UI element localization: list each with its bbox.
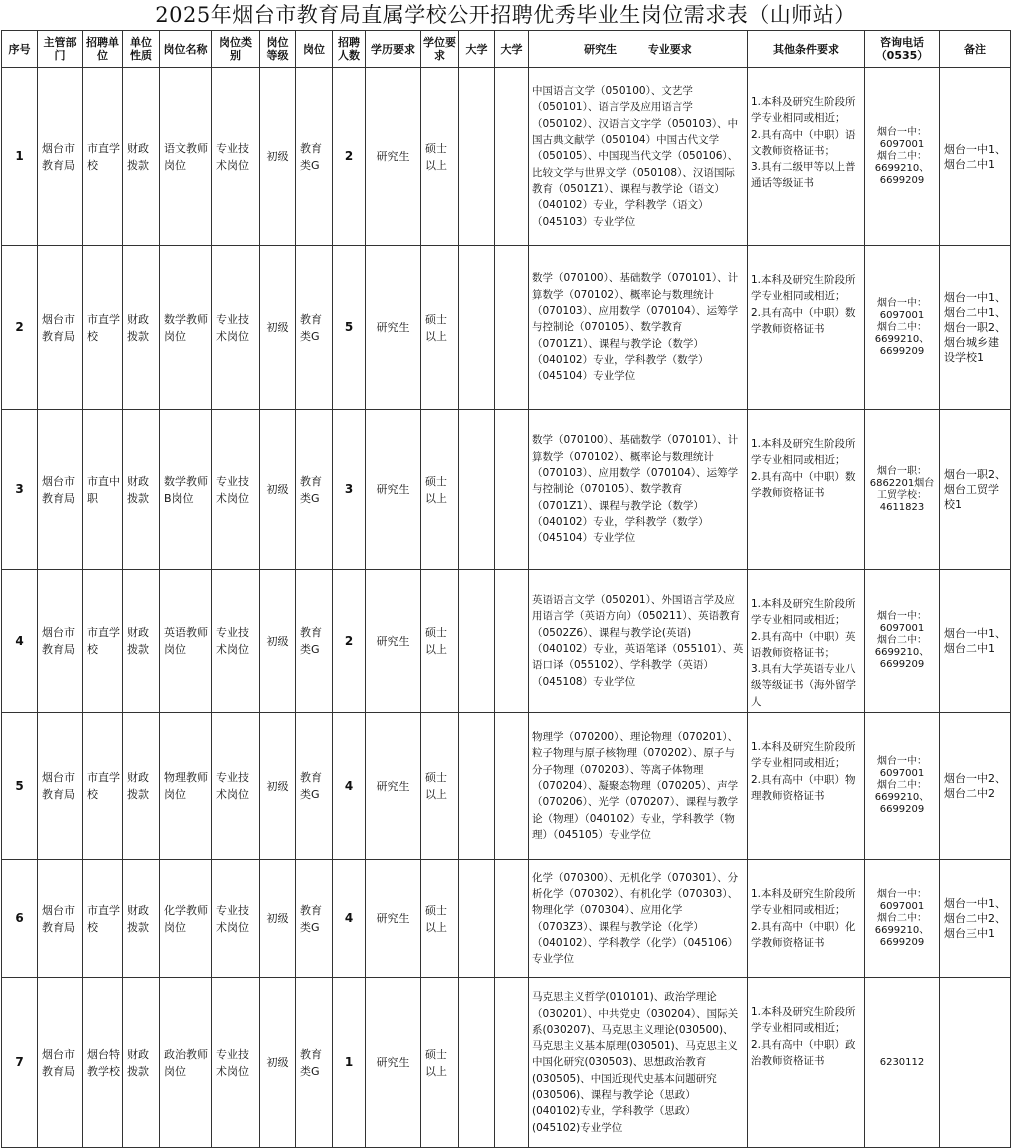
cell-daxue-2 xyxy=(495,246,529,410)
header-edu: 学历要求 xyxy=(366,31,421,68)
cell-count-text: 4 xyxy=(344,778,354,793)
cell-daxue-1 xyxy=(459,246,495,410)
cell-dept xyxy=(38,68,83,246)
header-unit: 招聘单位 xyxy=(83,31,123,68)
cell-seq-text: 3 xyxy=(15,482,24,496)
header-post-level: 岗位等级 xyxy=(260,31,296,68)
cell-post-level-text: 初级 xyxy=(266,321,289,334)
cell-post-text: 教育类G xyxy=(300,771,322,802)
cell-post-type-text: 专业技术岗位 xyxy=(216,312,249,343)
cell-seq-text: 2 xyxy=(15,320,24,334)
cell-post-level xyxy=(260,713,296,860)
header-count: 招聘人数 xyxy=(333,31,366,68)
cell-post-level xyxy=(260,978,296,1148)
cell-remark xyxy=(940,68,1011,246)
cell-count-text: 1 xyxy=(344,1055,354,1070)
cell-major-text: 中国语言文学（050100）、文艺学（050101）、语言学及应用语言学（050102）、汉语言文字学（050103）、中国古典文献学（050104）中国古代文学（050105）、中国现当代文学（050106）、比较文学与世界文学（050108）、汉语国际教育（0501Z1）、课程与教学论（语文）（040102）专业，学科教学（语文）（045103）专业学位 xyxy=(532,85,739,228)
cell-unit xyxy=(83,713,123,860)
cell-cond-text: 1.本科及研究生阶段所学专业相同或相近； 2.具有高中（中职）政治教师资格证书 xyxy=(751,1006,856,1067)
header-daxue-2: 大学 xyxy=(495,31,529,68)
cell-count xyxy=(333,860,366,978)
cell-post-text: 教育类G xyxy=(300,141,322,172)
cell-phone xyxy=(865,410,940,570)
cell-post xyxy=(296,410,333,570)
cell-phone xyxy=(865,860,940,978)
cell-nature-text: 财政拨款 xyxy=(127,626,149,657)
cell-phone-text: 6230112 xyxy=(879,1056,925,1068)
header-post-type: 岗位类别 xyxy=(212,31,260,68)
cell-post-type xyxy=(212,570,260,713)
cell-count-text: 5 xyxy=(344,320,354,334)
cell-seq xyxy=(2,410,38,570)
cell-unit xyxy=(83,68,123,246)
cell-nature xyxy=(123,68,160,246)
cell-remark-text: 烟台一中1、烟台二中1 xyxy=(944,142,1006,171)
cell-seq-text: 5 xyxy=(15,778,24,793)
cell-cond xyxy=(748,68,865,246)
header-daxue-1: 大学 xyxy=(459,31,495,68)
cell-phone xyxy=(865,246,940,410)
cell-major-text: 物理学（070200）、理论物理（070201）、粒子物理与原子核物理（070202）、原子与分子物理（070203）、等离子体物理（070204）、凝聚态物理（070205）、声学（070206）、光学（070207）、课程与教学论（物理）（040102）专业，学科教学（物理）（045105）专业学位 xyxy=(532,731,739,841)
cell-daxue-1 xyxy=(459,68,495,246)
cell-nature-text: 财政拨款 xyxy=(127,312,149,343)
cell-post-type xyxy=(212,410,260,570)
cell-degree xyxy=(421,978,459,1148)
cell-post-name-text: 数学教师岗位 xyxy=(164,312,208,343)
cell-major-text: 马克思主义哲学(010101)、政治学理论（030201）、中共党史（030204）、国际关系(030207)、马克思主义理论(030500)、马克思主义基本原理(030501)、马克思主义中国化研究(030503)、思想政治教育(030505)、中国近现代史基本问题研究(030506)、课程与教学论（思政）(040102)专业，学科教学（思政）(045102)专业学位 xyxy=(532,991,739,1134)
recruitment-table xyxy=(1,30,1011,1148)
cell-degree-text: 硕士以上 xyxy=(425,474,447,505)
cell-cond xyxy=(748,246,865,410)
cell-count xyxy=(333,978,366,1148)
header-phone: 咨询电话（0535） xyxy=(865,31,940,68)
cell-post-name xyxy=(160,68,212,246)
cell-daxue-1 xyxy=(459,713,495,860)
cell-cond xyxy=(748,410,865,570)
cell-post-type-text: 专业技术岗位 xyxy=(216,474,249,505)
cell-dept-text: 烟台市教育局 xyxy=(42,474,75,505)
cell-post-level-text: 初级 xyxy=(266,779,289,793)
cell-edu-text: 研究生 xyxy=(376,912,410,926)
cell-degree-text: 硕士以上 xyxy=(425,141,447,172)
cell-phone xyxy=(865,570,940,713)
cell-seq xyxy=(2,978,38,1148)
cell-major xyxy=(529,570,748,713)
cell-remark xyxy=(940,713,1011,860)
cell-degree-text: 硕士以上 xyxy=(425,903,447,934)
cell-degree-text: 硕士以上 xyxy=(425,771,447,802)
cell-count-text: 3 xyxy=(344,482,354,496)
header-major-grad: 研究生 xyxy=(584,42,618,56)
cell-remark-text: 烟台一职2、烟台工贸学校1 xyxy=(944,468,1006,511)
header-row xyxy=(2,31,1011,68)
cell-major xyxy=(529,410,748,570)
cell-daxue-1 xyxy=(459,978,495,1148)
cell-post-type xyxy=(212,68,260,246)
table-row xyxy=(2,410,1011,570)
cell-post xyxy=(296,246,333,410)
cell-seq-text: 4 xyxy=(15,633,24,648)
cell-post-name-text: 化学教师岗位 xyxy=(164,903,208,934)
cell-post-level xyxy=(260,410,296,570)
cell-remark xyxy=(940,978,1011,1148)
cell-remark-text: 烟台一中1、烟台二中1 xyxy=(944,627,1006,656)
cell-post xyxy=(296,713,333,860)
cell-post xyxy=(296,860,333,978)
cell-post-name-text: 英语教师岗位 xyxy=(164,626,208,657)
cell-seq xyxy=(2,570,38,713)
cell-dept-text: 烟台市教育局 xyxy=(42,141,75,172)
cell-post-text: 教育类G xyxy=(300,903,322,934)
cell-nature-text: 财政拨款 xyxy=(127,474,149,505)
cell-post-level-text: 初级 xyxy=(266,634,289,648)
cell-post-text: 教育类G xyxy=(300,626,322,657)
cell-major xyxy=(529,68,748,246)
cell-post xyxy=(296,978,333,1148)
cell-unit-text: 市直学校 xyxy=(87,141,120,172)
cell-post-type-text: 专业技术岗位 xyxy=(216,626,249,657)
cell-post-level-text: 初级 xyxy=(266,150,289,163)
cell-post-type xyxy=(212,860,260,978)
cell-edu xyxy=(366,860,421,978)
cell-unit xyxy=(83,860,123,978)
cell-daxue-2 xyxy=(495,860,529,978)
cell-degree-text: 硕士以上 xyxy=(425,626,447,657)
cell-post-type xyxy=(212,246,260,410)
cell-post-text: 教育类G xyxy=(300,474,322,505)
cell-cond xyxy=(748,570,865,713)
cell-daxue-2 xyxy=(495,570,529,713)
cell-count xyxy=(333,410,366,570)
cell-nature-text: 财政拨款 xyxy=(127,771,149,802)
header-remark: 备注 xyxy=(940,31,1011,68)
cell-degree-text: 硕士以上 xyxy=(425,1047,447,1078)
cell-major-text: 数学（070100）、基础数学（070101）、计算数学（070102）、概率论与数理统计（070103）、应用数学（070104）、运筹学与控制论（070105）、数学教育（0701Z1）、课程与教学论（数学）（040102）专业，学科教学（数学）（045104）专业学位 xyxy=(532,434,739,545)
cell-count xyxy=(333,570,366,713)
cell-cond-text: 1.本科及研究生阶段所学专业相同或相近； 2.具有高中（中职）数学教师资格证书 xyxy=(751,274,856,335)
header-major-req: 专业要求 xyxy=(647,42,692,56)
header-post-name: 岗位名称 xyxy=(160,31,212,68)
cell-post-level xyxy=(260,246,296,410)
table-row xyxy=(2,978,1011,1148)
page-title: 2025年烟台市教育局直属学校公开招聘优秀毕业生岗位需求表（山师站） xyxy=(155,3,856,27)
header-cond: 其他条件要求 xyxy=(748,31,865,68)
cell-unit-text: 烟台特教学校 xyxy=(87,1047,120,1078)
table-row xyxy=(2,860,1011,978)
cell-remark xyxy=(940,860,1011,978)
cell-daxue-1 xyxy=(459,860,495,978)
cell-post-level-text: 初级 xyxy=(266,483,289,496)
cell-post-name-text: 语文教师岗位 xyxy=(164,141,208,172)
cell-dept xyxy=(38,860,83,978)
cell-dept xyxy=(38,978,83,1148)
header-seq: 序号 xyxy=(2,31,38,68)
cell-unit-text: 市直学校 xyxy=(87,626,120,657)
cell-daxue-2 xyxy=(495,410,529,570)
cell-count-text: 2 xyxy=(344,149,354,163)
cell-post-name xyxy=(160,978,212,1148)
table-row xyxy=(2,570,1011,713)
cell-degree-text: 硕士以上 xyxy=(425,312,447,343)
cell-daxue-2 xyxy=(495,978,529,1148)
cell-phone-text: 烟台一中：6097001 烟台二中：6699210、6699209 xyxy=(874,126,930,186)
cell-edu-text: 研究生 xyxy=(376,779,410,793)
cell-post-name-text: 政治教师岗位 xyxy=(164,1047,208,1078)
cell-degree xyxy=(421,570,459,713)
cell-cond xyxy=(748,713,865,860)
table-row xyxy=(2,246,1011,410)
cell-major xyxy=(529,713,748,860)
cell-nature xyxy=(123,860,160,978)
cell-dept-text: 烟台市教育局 xyxy=(42,312,75,343)
cell-phone-text: 烟台一中：6097001 烟台二中：6699210、6699209 xyxy=(874,888,930,948)
cell-dept-text: 烟台市教育局 xyxy=(42,1047,75,1078)
cell-phone xyxy=(865,978,940,1148)
cell-post-type-text: 专业技术岗位 xyxy=(216,771,249,802)
cell-cond-text: 1.本科及研究生阶段所学专业相同或相近； 2.具有高中（中职）物理教师资格证书 xyxy=(751,741,856,802)
cell-degree xyxy=(421,713,459,860)
cell-post-name xyxy=(160,570,212,713)
cell-post xyxy=(296,570,333,713)
cell-phone-text: 烟台一中：6097001 烟台二中：6699210、6699209 xyxy=(874,756,930,816)
cell-count xyxy=(333,68,366,246)
cell-remark xyxy=(940,246,1011,410)
header-degree: 学位要求 xyxy=(421,31,459,68)
cell-remark xyxy=(940,410,1011,570)
cell-dept xyxy=(38,570,83,713)
cell-edu-text: 研究生 xyxy=(376,634,410,648)
cell-nature-text: 财政拨款 xyxy=(127,903,149,934)
cell-nature xyxy=(123,410,160,570)
cell-phone xyxy=(865,713,940,860)
cell-unit xyxy=(83,246,123,410)
cell-post-name-text: 物理教师岗位 xyxy=(164,771,208,802)
cell-remark xyxy=(940,570,1011,713)
cell-degree xyxy=(421,410,459,570)
cell-degree xyxy=(421,246,459,410)
cell-seq-text: 7 xyxy=(15,1055,24,1070)
cell-count xyxy=(333,246,366,410)
cell-post-type xyxy=(212,978,260,1148)
cell-edu-text: 研究生 xyxy=(376,150,410,163)
cell-seq xyxy=(2,713,38,860)
cell-count-text: 4 xyxy=(344,911,354,926)
cell-post-text: 教育类G xyxy=(300,1047,322,1078)
cell-major xyxy=(529,978,748,1148)
table-row xyxy=(2,713,1011,860)
cell-remark-text: 烟台一中1、烟台二中1、烟台一职2、烟台城乡建设学校1 xyxy=(944,291,1006,364)
cell-post xyxy=(296,68,333,246)
cell-major-text: 英语语言文学（050201）、外国语言学及应用语言学（英语方向）（050211）、英语教育（0502Z6）、课程与教学论(英语)（040102）专业，英语笔译（055101）、英语口译（055102）、学科教学（英语）（045108）专业学位 xyxy=(532,594,744,688)
cell-seq-text: 6 xyxy=(15,911,24,926)
cell-cond-text: 1.本科及研究生阶段所学专业相同或相近； 2.具有高中（中职）语文教师资格证书； 3.具有二级甲等以上普通话等级证书 xyxy=(751,96,856,190)
cell-remark-text: 烟台一中1、烟台二中2、烟台三中1 xyxy=(944,897,1006,941)
cell-post-level xyxy=(260,68,296,246)
cell-dept-text: 烟台市教育局 xyxy=(42,626,75,657)
cell-nature xyxy=(123,246,160,410)
cell-nature-text: 财政拨款 xyxy=(127,141,149,172)
cell-daxue-2 xyxy=(495,713,529,860)
header-dept: 主管部门 xyxy=(38,31,83,68)
cell-seq xyxy=(2,68,38,246)
cell-post-level-text: 初级 xyxy=(266,912,289,926)
cell-edu-text: 研究生 xyxy=(376,321,410,334)
cell-dept xyxy=(38,410,83,570)
cell-unit-text: 市直学校 xyxy=(87,771,120,802)
cell-nature xyxy=(123,978,160,1148)
cell-nature xyxy=(123,570,160,713)
cell-phone-text: 烟台一中：6097001 烟台二中：6699210、6699209 xyxy=(874,611,930,671)
cell-post-text: 教育类G xyxy=(300,312,322,343)
cell-phone-text: 烟台一职：6862201烟台工贸学校：4611823 xyxy=(869,465,935,513)
cell-daxue-1 xyxy=(459,570,495,713)
cell-daxue-2 xyxy=(495,68,529,246)
cell-post-level-text: 初级 xyxy=(266,1056,289,1070)
cell-post-name-text: 数学教师B岗位 xyxy=(164,474,208,505)
cell-count-text: 2 xyxy=(344,633,354,648)
cell-major xyxy=(529,860,748,978)
cell-post-type-text: 专业技术岗位 xyxy=(216,141,249,172)
cell-unit-text: 市直学校 xyxy=(87,903,120,934)
cell-edu xyxy=(366,246,421,410)
cell-seq xyxy=(2,860,38,978)
cell-major-text: 数学（070100）、基础数学（070101）、计算数学（070102）、概率论与数理统计（070103）、应用数学（070104）、运筹学与控制论（070105）、数学教育（0701Z1）、课程与教学论（数学）（040102）专业，学科教学（数学）（045104）专业学位 xyxy=(532,272,739,383)
cell-post-type-text: 专业技术岗位 xyxy=(216,1047,249,1078)
header-nature: 单位性质 xyxy=(123,31,160,68)
cell-nature-text: 财政拨款 xyxy=(127,1047,149,1078)
cell-edu xyxy=(366,570,421,713)
cell-edu xyxy=(366,68,421,246)
cell-dept xyxy=(38,246,83,410)
cell-daxue-1 xyxy=(459,410,495,570)
cell-cond-text: 1.本科及研究生阶段所学专业相同或相近； 2.具有高中（中职）数学教师资格证书 xyxy=(751,438,856,499)
cell-unit xyxy=(83,570,123,713)
cell-major-text: 化学（070300）、无机化学（070301）、分析化学（070302）、有机化学（070303）、物理化学（070304）、应用化学（0703Z3）、课程与教学论（化学）（040102）、学科教学（化学）（045106）专业学位 xyxy=(532,871,739,966)
cell-unit-text: 市直学校 xyxy=(87,312,120,343)
cell-edu xyxy=(366,978,421,1148)
cell-post-name xyxy=(160,246,212,410)
cell-degree xyxy=(421,860,459,978)
cell-post-name xyxy=(160,860,212,978)
cell-unit xyxy=(83,410,123,570)
cell-phone-text: 烟台一中：6097001 烟台二中：6699210、6699209 xyxy=(874,297,930,357)
cell-post-type xyxy=(212,713,260,860)
cell-edu xyxy=(366,713,421,860)
cell-edu-text: 研究生 xyxy=(376,483,410,496)
cell-cond xyxy=(748,860,865,978)
cell-nature xyxy=(123,713,160,860)
cell-edu-text: 研究生 xyxy=(376,1056,410,1070)
cell-unit xyxy=(83,978,123,1148)
table-body xyxy=(2,68,1011,1148)
cell-post-name xyxy=(160,410,212,570)
cell-dept xyxy=(38,713,83,860)
cell-cond-text: 1.本科及研究生阶段所学专业相同或相近； 2.具有高中（中职）英语教师资格证书； 3.具有大学英语专业八级等级证书（海外留学人 xyxy=(751,598,856,708)
cell-cond-text: 1.本科及研究生阶段所学专业相同或相近； 2.具有高中（中职）化学教师资格证书 xyxy=(751,888,856,949)
cell-degree xyxy=(421,68,459,246)
cell-major xyxy=(529,246,748,410)
cell-unit-text: 市直中职 xyxy=(87,474,120,505)
header-major xyxy=(529,31,748,68)
cell-remark-text: 烟台一中2、烟台二中2 xyxy=(944,772,1006,801)
cell-post-level xyxy=(260,860,296,978)
cell-dept-text: 烟台市教育局 xyxy=(42,771,75,802)
header-post: 岗位 xyxy=(296,31,333,68)
cell-count xyxy=(333,713,366,860)
cell-post-type-text: 专业技术岗位 xyxy=(216,903,249,934)
cell-seq-text: 1 xyxy=(15,149,24,163)
cell-post-name xyxy=(160,713,212,860)
cell-post-level xyxy=(260,570,296,713)
cell-dept-text: 烟台市教育局 xyxy=(42,903,75,934)
cell-cond xyxy=(748,978,865,1148)
table-row xyxy=(2,68,1011,246)
cell-edu xyxy=(366,410,421,570)
cell-seq xyxy=(2,246,38,410)
cell-phone xyxy=(865,68,940,246)
